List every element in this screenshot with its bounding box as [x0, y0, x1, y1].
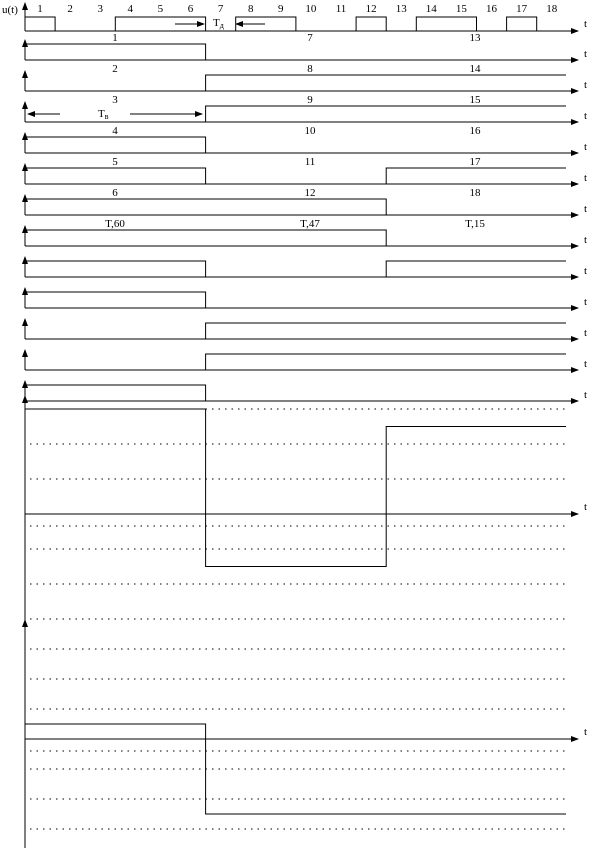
row-t-label: t: [584, 389, 588, 401]
slot-number: 7: [217, 3, 224, 15]
row-label: 8: [307, 63, 313, 75]
row-label: 7: [307, 32, 313, 44]
row-wave: [25, 168, 566, 184]
analog-signal: [25, 409, 566, 567]
row-wave: [25, 199, 566, 215]
slot-numbers: [37, 3, 557, 15]
binary-row: [25, 381, 587, 401]
slot-number: 10: [305, 3, 317, 15]
row-label: 9: [307, 94, 313, 106]
slot-number: 8: [247, 3, 254, 15]
td-label: Tд: [213, 17, 224, 30]
row-t-label: t: [584, 48, 588, 60]
row-t-label: t: [584, 296, 588, 308]
slot-number: 14: [425, 3, 437, 15]
row-t-label: t: [584, 141, 588, 153]
slot-number: 4: [127, 3, 134, 15]
slot-number: 12: [365, 3, 377, 15]
row-label: 1: [112, 32, 118, 44]
slot-number: 1: [37, 3, 43, 15]
row-t-label: t: [584, 265, 588, 277]
row-label: 12: [304, 187, 316, 199]
row-label: 3: [112, 94, 118, 106]
top-t-label: t: [584, 18, 588, 30]
row-wave: [25, 137, 566, 153]
binary-row: [25, 288, 587, 308]
row-label: 11: [304, 156, 316, 168]
tv-interval: [28, 108, 202, 121]
analog-panel-2: [25, 620, 587, 848]
row-wave: [25, 292, 566, 308]
slot-number: 6: [187, 3, 194, 15]
slot-number: 9: [278, 3, 284, 15]
row-t-label: t: [584, 172, 588, 184]
row-label: T,15: [465, 218, 485, 230]
binary-row: [25, 319, 587, 339]
slot-number: 13: [395, 3, 407, 15]
analog-signal: [25, 724, 566, 814]
row-label: 15: [469, 94, 481, 106]
binary-rows: [25, 32, 587, 401]
slot-number: 16: [486, 3, 497, 15]
row-label: 16: [469, 125, 481, 137]
binary-row: [25, 32, 587, 60]
binary-row: [25, 94, 587, 122]
tv-label: Tв: [98, 108, 109, 121]
binary-row: [25, 156, 587, 184]
analog-panel-1: [25, 396, 587, 620]
binary-row: [25, 125, 587, 153]
row-label: 14: [469, 63, 481, 75]
row-t-label: t: [584, 110, 588, 122]
top-pulse-train: [2, 3, 587, 31]
slot-number: 18: [546, 3, 558, 15]
row-t-label: t: [584, 234, 588, 246]
row-label: 5: [112, 156, 118, 168]
row-label: 10: [304, 125, 316, 137]
row-label: 2: [112, 63, 118, 75]
binary-row: [25, 218, 587, 246]
slot-number: 3: [97, 3, 103, 15]
row-wave: [25, 385, 566, 401]
row-t-label: t: [584, 203, 588, 215]
slot-number: 5: [157, 3, 164, 15]
row-label: 4: [112, 125, 118, 137]
row-label: T,60: [105, 218, 125, 230]
row-t-label: t: [584, 79, 588, 91]
row-wave: [25, 261, 566, 277]
binary-row: [25, 187, 587, 215]
row-label: 6: [112, 187, 118, 199]
row-label: 13: [469, 32, 481, 44]
row-label: T,47: [300, 218, 320, 230]
slot-number: 17: [516, 3, 528, 15]
slot-number: 2: [67, 3, 73, 15]
u-axis-label: u(t): [2, 4, 18, 16]
row-label: 17: [469, 156, 481, 168]
analog-t-label: t: [584, 726, 588, 738]
row-label: 18: [469, 187, 481, 199]
slot-number: 15: [455, 3, 467, 15]
row-wave: [25, 354, 566, 370]
top-pulse-wave: [25, 17, 566, 31]
binary-row: [25, 257, 587, 277]
row-t-label: t: [584, 327, 588, 339]
slot-number: 11: [335, 3, 347, 15]
row-wave: [25, 75, 566, 91]
row-t-label: t: [584, 358, 588, 370]
binary-row: [25, 63, 587, 91]
row-wave: [25, 323, 566, 339]
row-wave: [25, 230, 566, 246]
binary-row: [25, 350, 587, 370]
row-wave: [25, 44, 566, 60]
analog-t-label: t: [584, 501, 588, 513]
